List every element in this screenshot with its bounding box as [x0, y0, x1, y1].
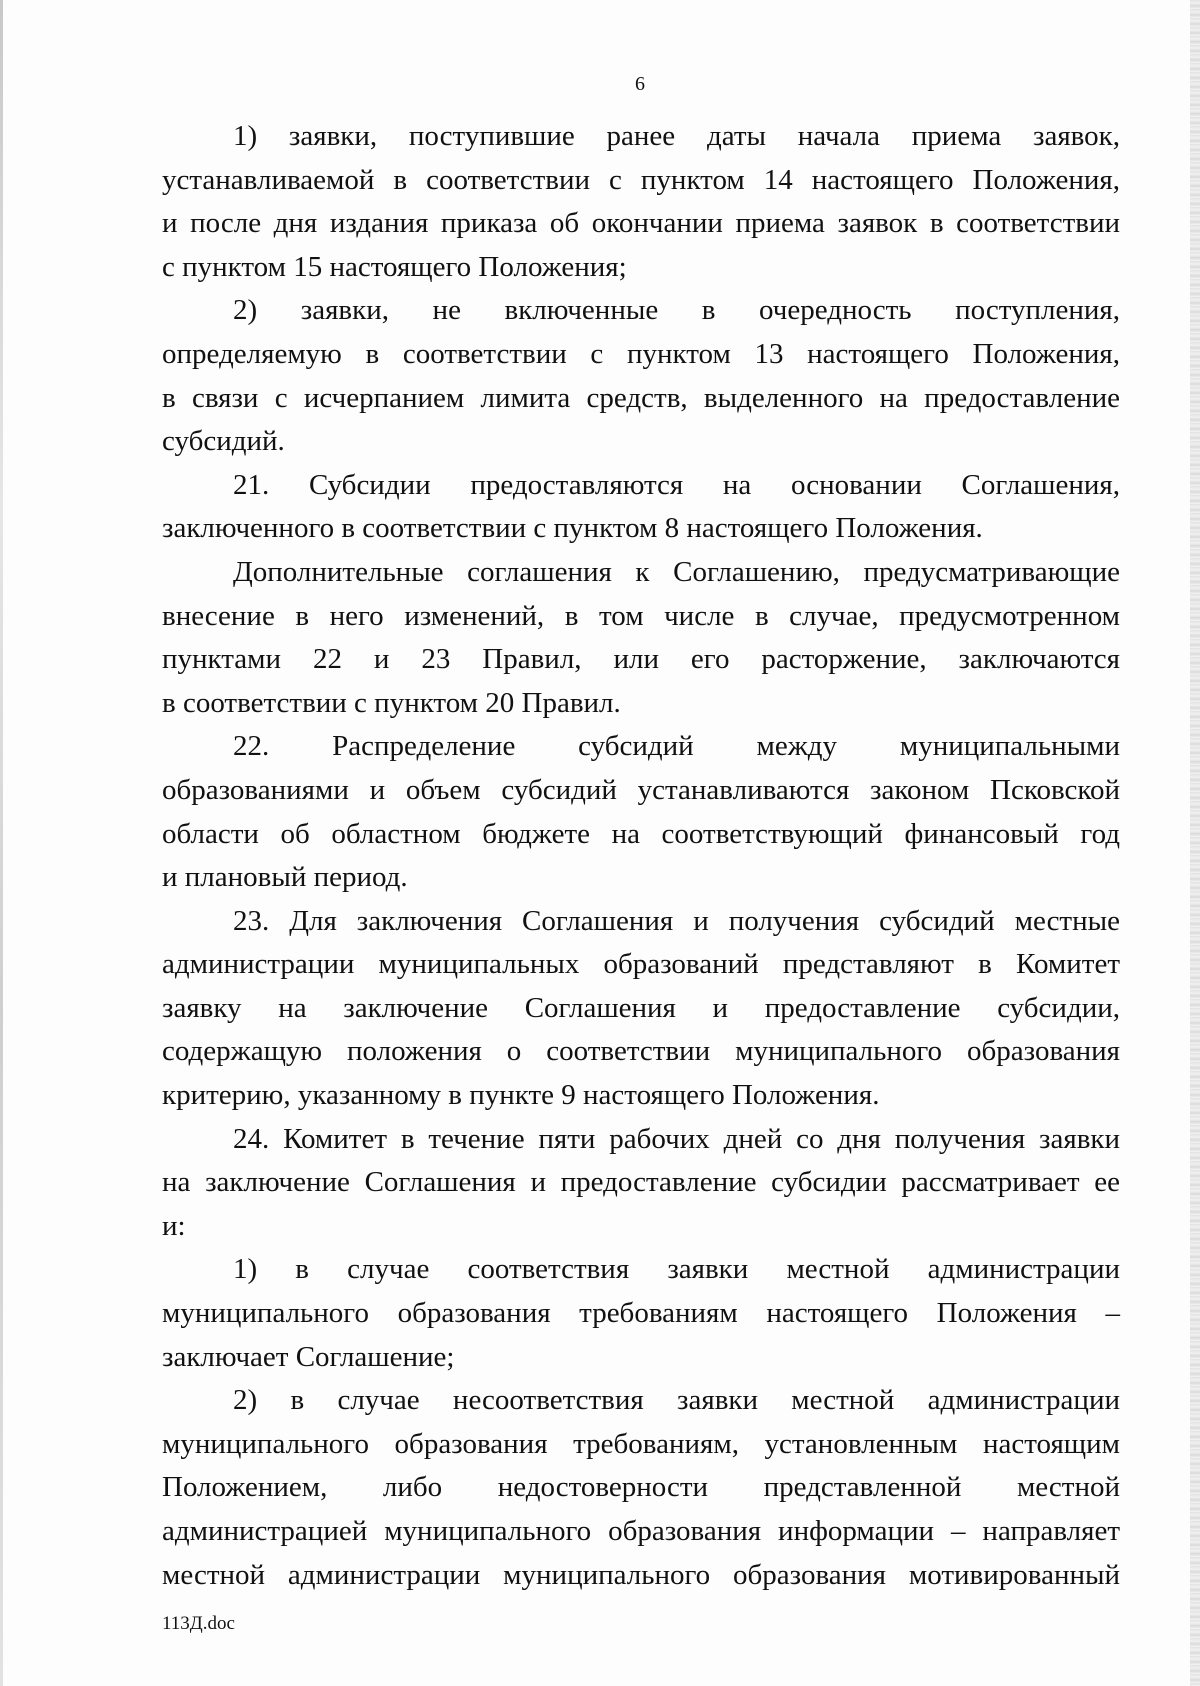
text-line: с пунктом 15 настоящего Положения; — [162, 250, 627, 283]
text-line: 1) в случае соответствия заявки местной администрации — [233, 1253, 1120, 1286]
text-line: в связи с исчерпанием лимита средств, выделенного на предоставление — [162, 381, 1120, 414]
text-line: муниципального образования требованиям настоящего Положения – — [162, 1297, 1120, 1330]
text-line: устанавливаемой в соответствии с пунктом 14 настоящего Положения, — [162, 163, 1120, 196]
text-line: 21. Субсидии предоставляются на основании Соглашения, — [233, 468, 1120, 501]
text-line: образованиями и объем субсидий устанавливаются законом Псковской — [162, 773, 1120, 806]
text-line: Дополнительные соглашения к Соглашению, предусматривающие — [233, 555, 1120, 588]
scan-edge-left — [0, 0, 3, 1686]
text-line: области об областном бюджете на соответствующий финансовый год — [162, 817, 1120, 850]
text-line: и после дня издания приказа об окончании приема заявок в соответствии — [162, 207, 1120, 240]
text-line: 2) заявки, не включенные в очередность поступления, — [233, 294, 1120, 327]
paragraph — [162, 1248, 1120, 1379]
text-line: Положением, либо недостоверности представленной местной — [162, 1471, 1120, 1504]
paragraph — [162, 115, 1120, 289]
text-line: 2) в случае несоответствия заявки местной администрации — [233, 1384, 1120, 1417]
text-line: заключает Соглашение; — [162, 1340, 455, 1373]
paragraph — [162, 900, 1120, 1118]
paragraph — [162, 1118, 1120, 1249]
text-line: в соответствии с пунктом 20 Правил. — [162, 686, 621, 719]
text-line: 1) заявки, поступившие ранее даты начала приема заявок, — [233, 120, 1120, 152]
text-line: заявку на заключение Соглашения и предоставление субсидии, — [162, 991, 1120, 1024]
text-line: пунктами 22 и 23 Правил, или его расторжение, заключаются — [162, 643, 1120, 676]
text-line: заключенного в соответствии с пунктом 8 настоящего Положения. — [162, 512, 983, 545]
text-line: местной администрации муниципального образования мотивированный — [162, 1558, 1120, 1591]
document-body — [162, 115, 1120, 1597]
text-line: администрации муниципальных образований представляют в Комитет — [162, 948, 1120, 981]
text-line: и плановый период. — [162, 861, 408, 894]
text-line: муниципального образования требованиям, установленным настоящим — [162, 1427, 1120, 1460]
text-line: администрацией муниципального образования информации – направляет — [162, 1515, 1120, 1547]
paragraph — [162, 464, 1120, 551]
text-line: 23. Для заключения Соглашения и получения субсидий местные — [233, 904, 1120, 937]
paragraph — [162, 725, 1120, 899]
paragraph — [162, 289, 1120, 463]
footer-filename: 113Д.doc — [162, 1613, 235, 1634]
paragraph — [162, 1379, 1120, 1597]
paragraph — [162, 551, 1120, 725]
text-line: содержащую положения о соответствии муниципального образования — [162, 1035, 1120, 1068]
scan-edge-right — [1190, 0, 1200, 1686]
page-number: 6 — [635, 73, 645, 95]
text-line: на заключение Соглашения и предоставление субсидии рассматривает ее — [162, 1166, 1120, 1199]
text-line: и: — [162, 1209, 186, 1242]
text-line: 22. Распределение субсидий между муниципальными — [233, 730, 1120, 763]
text-line: субсидий. — [162, 425, 285, 458]
text-line: внесение в него изменений, в том числе в случае, предусмотренном — [162, 599, 1120, 632]
text-line: 24. Комитет в течение пяти рабочих дней со дня получения заявки — [233, 1122, 1120, 1155]
text-line: критерию, указанному в пункте 9 настоящего Положения. — [162, 1079, 880, 1112]
text-line: определяемую в соответствии с пунктом 13 настоящего Положения, — [162, 337, 1120, 370]
